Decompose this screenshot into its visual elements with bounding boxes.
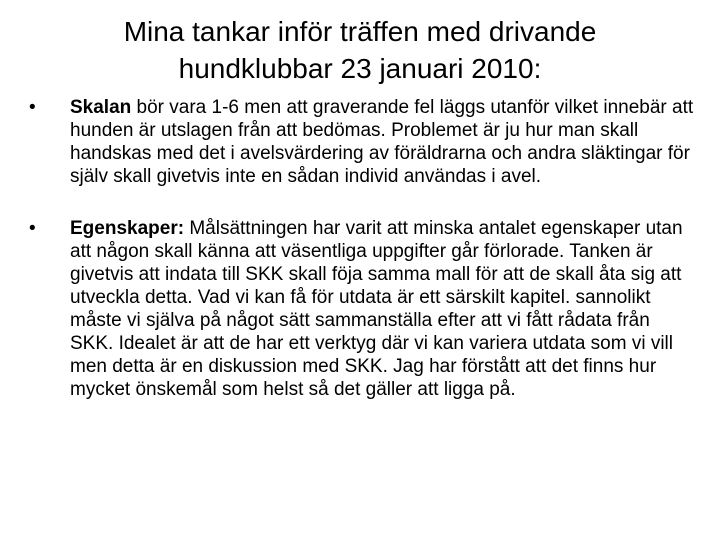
bullet-item-skalan [26,96,696,188]
slide-title-line-1: Mina tankar inför träffen med drivande [123,16,597,47]
slide-title [20,13,700,87]
bullet-dot-icon: • [29,97,36,118]
bullet-text: bör vara 1-6 men att graverande fel läggs utanför vilket innebär att hunden är utslagen från att bedömas. Problemet är ju hur man skall handskas med det i avelsvärdering av föräldrarna och andra släktingar för själv skall givetvis inte en sådan individ användas i avel. [70,97,694,187]
bullet-term: Skalan [70,97,132,118]
slide-title-line-2: hundklubbar 23 januari 2010: [178,53,542,84]
bullet-item-egenskaper [26,217,696,401]
bullet-list [26,96,696,401]
bullet-term: Egenskaper: [70,218,185,239]
bullet-text: Målsättningen har varit att minska antalet egenskaper utan att någon skall känna att väsentliga uppgifter går förlorade. Tanken är givetvis att indata till SKK skall föja samma mall för att de skall åta sig att utveckla detta. Vad vi kan få för utdata är ett särskilt kapitel. sannolikt måste vi själva på något sätt sammanställa efter att vi fått rådata från SKK. Idealet är att de har ett verktyg där vi kan variera utdata som vi vill men detta är en diskussion med SKK. Jag har förstått att det finns hur mycket önskemål som helst så det gäller att ligga på. [70,218,683,400]
bullet-dot-icon: • [29,218,36,239]
